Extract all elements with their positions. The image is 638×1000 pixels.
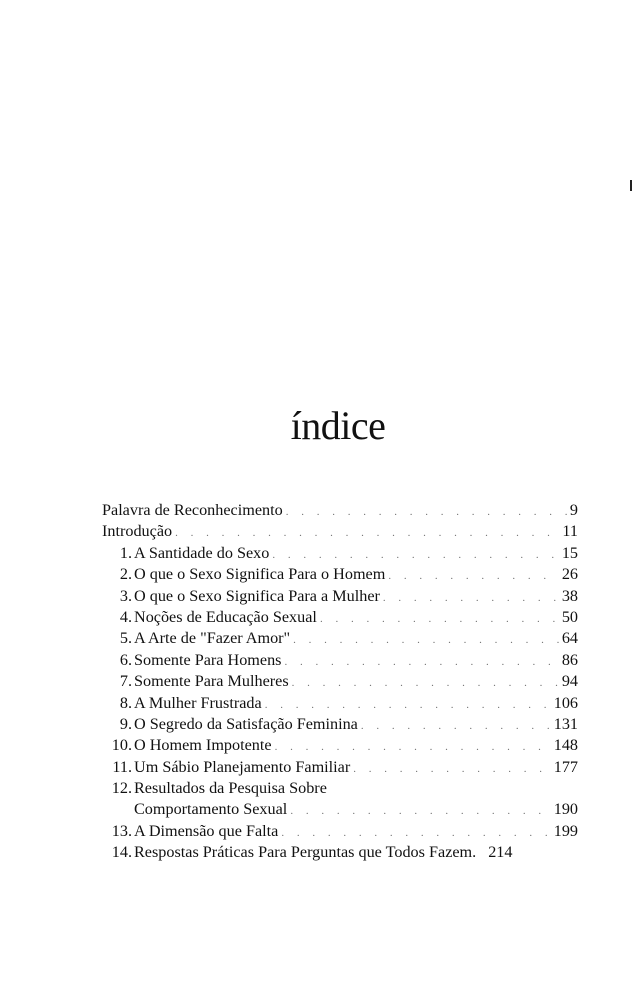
toc-entry: [102, 714, 578, 735]
toc-entry-page: 94: [561, 672, 578, 691]
dot-leader: [290, 801, 550, 822]
dot-leader: [293, 630, 559, 651]
toc-entry: [102, 586, 578, 607]
dot-leader: [361, 716, 551, 737]
toc-entry: [102, 671, 578, 692]
toc-entry-title: A Dimensão que Falta: [134, 821, 279, 840]
toc-entry-number: 11.: [112, 757, 132, 776]
toc-entry-page: 131: [553, 714, 578, 733]
dot-leader: [272, 545, 558, 566]
dot-leader: [353, 759, 550, 780]
toc-entry-page: 86: [561, 650, 578, 669]
toc-entry-continuation: [102, 799, 578, 820]
toc-entry: [102, 543, 578, 564]
toc-entry-title: O que o Sexo Significa Para a Mulher: [134, 586, 380, 605]
toc-entry: [102, 628, 578, 649]
toc-entry-page: 190: [553, 800, 578, 819]
page-edge-mark: [630, 180, 632, 191]
dot-leader: [388, 566, 559, 587]
toc-entry-number: 4.: [119, 607, 132, 626]
toc-entry-title: Noções de Educação Sexual: [134, 607, 317, 626]
toc-entry-number: 13.: [111, 821, 132, 840]
toc-entry-number: 5.: [119, 629, 132, 648]
dot-leader: [275, 737, 551, 758]
dot-leader: [320, 609, 559, 630]
table-of-contents: [102, 500, 578, 864]
toc-entry-title: Um Sábio Planejamento Familiar: [134, 757, 351, 776]
toc-entry-number: 10.: [111, 736, 132, 755]
dot-leader: [175, 523, 559, 544]
toc-entry: [102, 607, 578, 628]
page-title: índice: [290, 403, 386, 448]
dot-leader: [383, 588, 559, 609]
toc-entry-page: 26: [561, 565, 578, 584]
toc-entry-number: 14.: [111, 843, 132, 862]
toc-entry-title: O Segredo da Satisfação Feminina: [134, 714, 358, 733]
toc-entry-title-continued: Comportamento Sexual: [134, 800, 288, 819]
toc-entry: [102, 564, 578, 585]
toc-entry: [102, 821, 578, 842]
toc-entry: [102, 842, 578, 863]
toc-entry-title: Resultados da Pesquisa Sobre: [134, 779, 327, 798]
toc-entry-title: A Mulher Frustrada: [134, 693, 262, 712]
toc-entry: [102, 500, 578, 521]
toc-entry: [102, 521, 578, 542]
toc-entry-number: 8.: [119, 693, 132, 712]
dot-leader: [281, 823, 550, 844]
toc-entry-title: Introdução: [102, 522, 173, 541]
toc-entry-page: 50: [561, 607, 578, 626]
toc-entry-number: 12.: [111, 779, 132, 798]
toc-entry-title: Somente Para Homens: [134, 650, 282, 669]
toc-entry-page: 15: [561, 543, 578, 562]
toc-entry-title: A Santidade do Sexo: [134, 543, 270, 562]
toc-entry: [102, 778, 578, 799]
toc-entry-page: 148: [553, 736, 578, 755]
toc-entry-number: 6.: [119, 650, 132, 669]
toc-entry: [102, 757, 578, 778]
toc-entry-number: 3.: [119, 586, 132, 605]
toc-entry-page: 9: [569, 501, 578, 519]
toc-entry-title: O que o Sexo Significa Para o Homem: [134, 565, 386, 584]
toc-entry: [102, 735, 578, 756]
toc-entry-number: 1.: [119, 543, 132, 562]
dot-leader: [265, 695, 551, 716]
toc-entry-page: 177: [553, 757, 578, 776]
toc-entry-page: 38: [561, 586, 578, 605]
toc-entry-page: 199: [553, 821, 578, 840]
toc-entry: [102, 650, 578, 671]
toc-entry-number: 2.: [119, 565, 132, 584]
toc-entry: [102, 693, 578, 714]
toc-entry-title: O Homem Impotente: [134, 736, 272, 755]
toc-entry-page: 214: [488, 843, 513, 862]
toc-entry-title: Respostas Práticas Para Perguntas que Todos Fazem.: [134, 843, 477, 862]
toc-entry-page: 64: [561, 629, 578, 648]
toc-entry-page: 106: [553, 693, 578, 712]
dot-leader: [292, 673, 559, 694]
toc-entry-number: 9.: [119, 714, 132, 733]
toc-entry-title: A Arte de "Fazer Amor": [134, 629, 291, 648]
toc-entry-title: Palavra de Reconhecimento: [102, 501, 283, 519]
toc-entry-page: 11: [562, 522, 578, 541]
dot-leader: [286, 502, 567, 523]
toc-entry-title: Somente Para Mulheres: [134, 672, 289, 691]
toc-entry-number: 7.: [119, 672, 132, 691]
dot-leader: [284, 652, 558, 673]
